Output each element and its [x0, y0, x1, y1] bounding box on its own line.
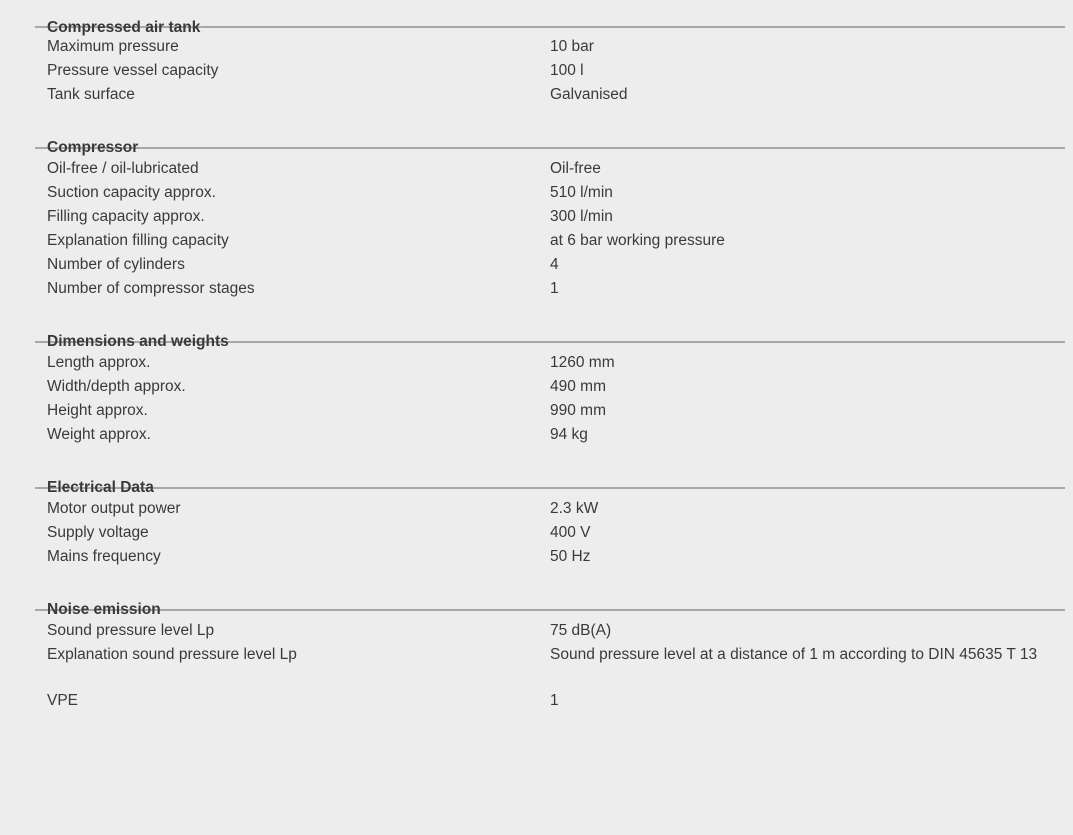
spec-row — [35, 619, 1065, 643]
spec-value: at 6 bar working pressure — [550, 232, 725, 249]
spec-label: Number of cylinders — [47, 256, 185, 273]
spec-row — [35, 157, 1065, 181]
spec-label: Sound pressure level Lp — [47, 622, 215, 639]
spec-row — [35, 399, 1065, 423]
spec-label: Oil-free / oil-lubricated — [47, 160, 199, 177]
spec-label: Explanation filling capacity — [47, 232, 229, 249]
spec-row — [35, 521, 1065, 545]
spec-value: 400 V — [550, 524, 591, 541]
spec-label: Maximum pressure — [47, 38, 179, 55]
spec-value: Sound pressure level at a distance of 1 m according to DIN 45635 T 13 — [550, 646, 1038, 663]
spec-row — [35, 83, 1065, 107]
spec-label: Explanation sound pressure level Lp — [47, 646, 297, 663]
spec-row — [35, 181, 1065, 205]
spec-row — [35, 497, 1065, 521]
spec-row — [35, 59, 1065, 83]
spec-value: Galvanised — [550, 86, 628, 103]
section-electrical-data — [35, 447, 1065, 569]
spec-value: 4 — [550, 256, 559, 273]
spec-row — [35, 229, 1065, 253]
spec-value: 10 bar — [550, 38, 594, 55]
spec-value: 1 — [550, 692, 559, 709]
spec-value: 94 kg — [550, 426, 588, 443]
spec-value: 75 dB(A) — [550, 622, 612, 639]
spec-label: Number of compressor stages — [47, 280, 255, 297]
spec-label: Motor output power — [47, 500, 181, 517]
spec-value: Oil-free — [550, 160, 601, 177]
spec-table — [35, 0, 1065, 713]
section-dimensions-and-weights — [35, 301, 1065, 447]
section-title: Compressor — [47, 139, 139, 156]
spec-value: 1 — [550, 280, 559, 297]
section-title: Noise emission — [47, 601, 161, 618]
spec-label: Suction capacity approx. — [47, 184, 216, 201]
spec-label: Supply voltage — [47, 524, 149, 541]
spec-value: 510 l/min — [550, 184, 613, 201]
spec-label: Weight approx. — [47, 426, 151, 443]
spec-row — [35, 253, 1065, 277]
spec-row — [35, 351, 1065, 375]
spec-value: 50 Hz — [550, 548, 591, 565]
spec-value: 2.3 kW — [550, 500, 599, 517]
spec-label: Filling capacity approx. — [47, 208, 205, 225]
spec-value: 990 mm — [550, 402, 606, 419]
section-compressor — [35, 107, 1065, 301]
spec-row — [35, 375, 1065, 399]
spec-row — [35, 35, 1065, 59]
spec-row — [35, 277, 1065, 301]
section-title: Dimensions and weights — [47, 333, 229, 350]
spec-row — [35, 643, 1065, 667]
spec-label: Mains frequency — [47, 548, 161, 565]
spec-value: 100 l — [550, 62, 584, 79]
section-noise-emission — [35, 569, 1065, 667]
spec-label: Tank surface — [47, 86, 135, 103]
spec-row — [35, 545, 1065, 569]
spec-label: Length approx. — [47, 354, 151, 371]
spec-label: Height approx. — [47, 402, 148, 419]
spec-row — [35, 205, 1065, 229]
section-title: Electrical Data — [47, 479, 154, 496]
spec-label: VPE — [47, 692, 79, 709]
spec-value: 490 mm — [550, 378, 606, 395]
spec-value: 1260 mm — [550, 354, 615, 371]
spec-label: Pressure vessel capacity — [47, 62, 219, 79]
spec-row — [35, 423, 1065, 447]
section-title: Compressed air tank — [47, 19, 201, 36]
spec-row-vpe — [35, 689, 1065, 713]
section-compressed-air-tank — [35, 0, 1065, 107]
spec-label: Width/depth approx. — [47, 378, 186, 395]
spec-value: 300 l/min — [550, 208, 613, 225]
